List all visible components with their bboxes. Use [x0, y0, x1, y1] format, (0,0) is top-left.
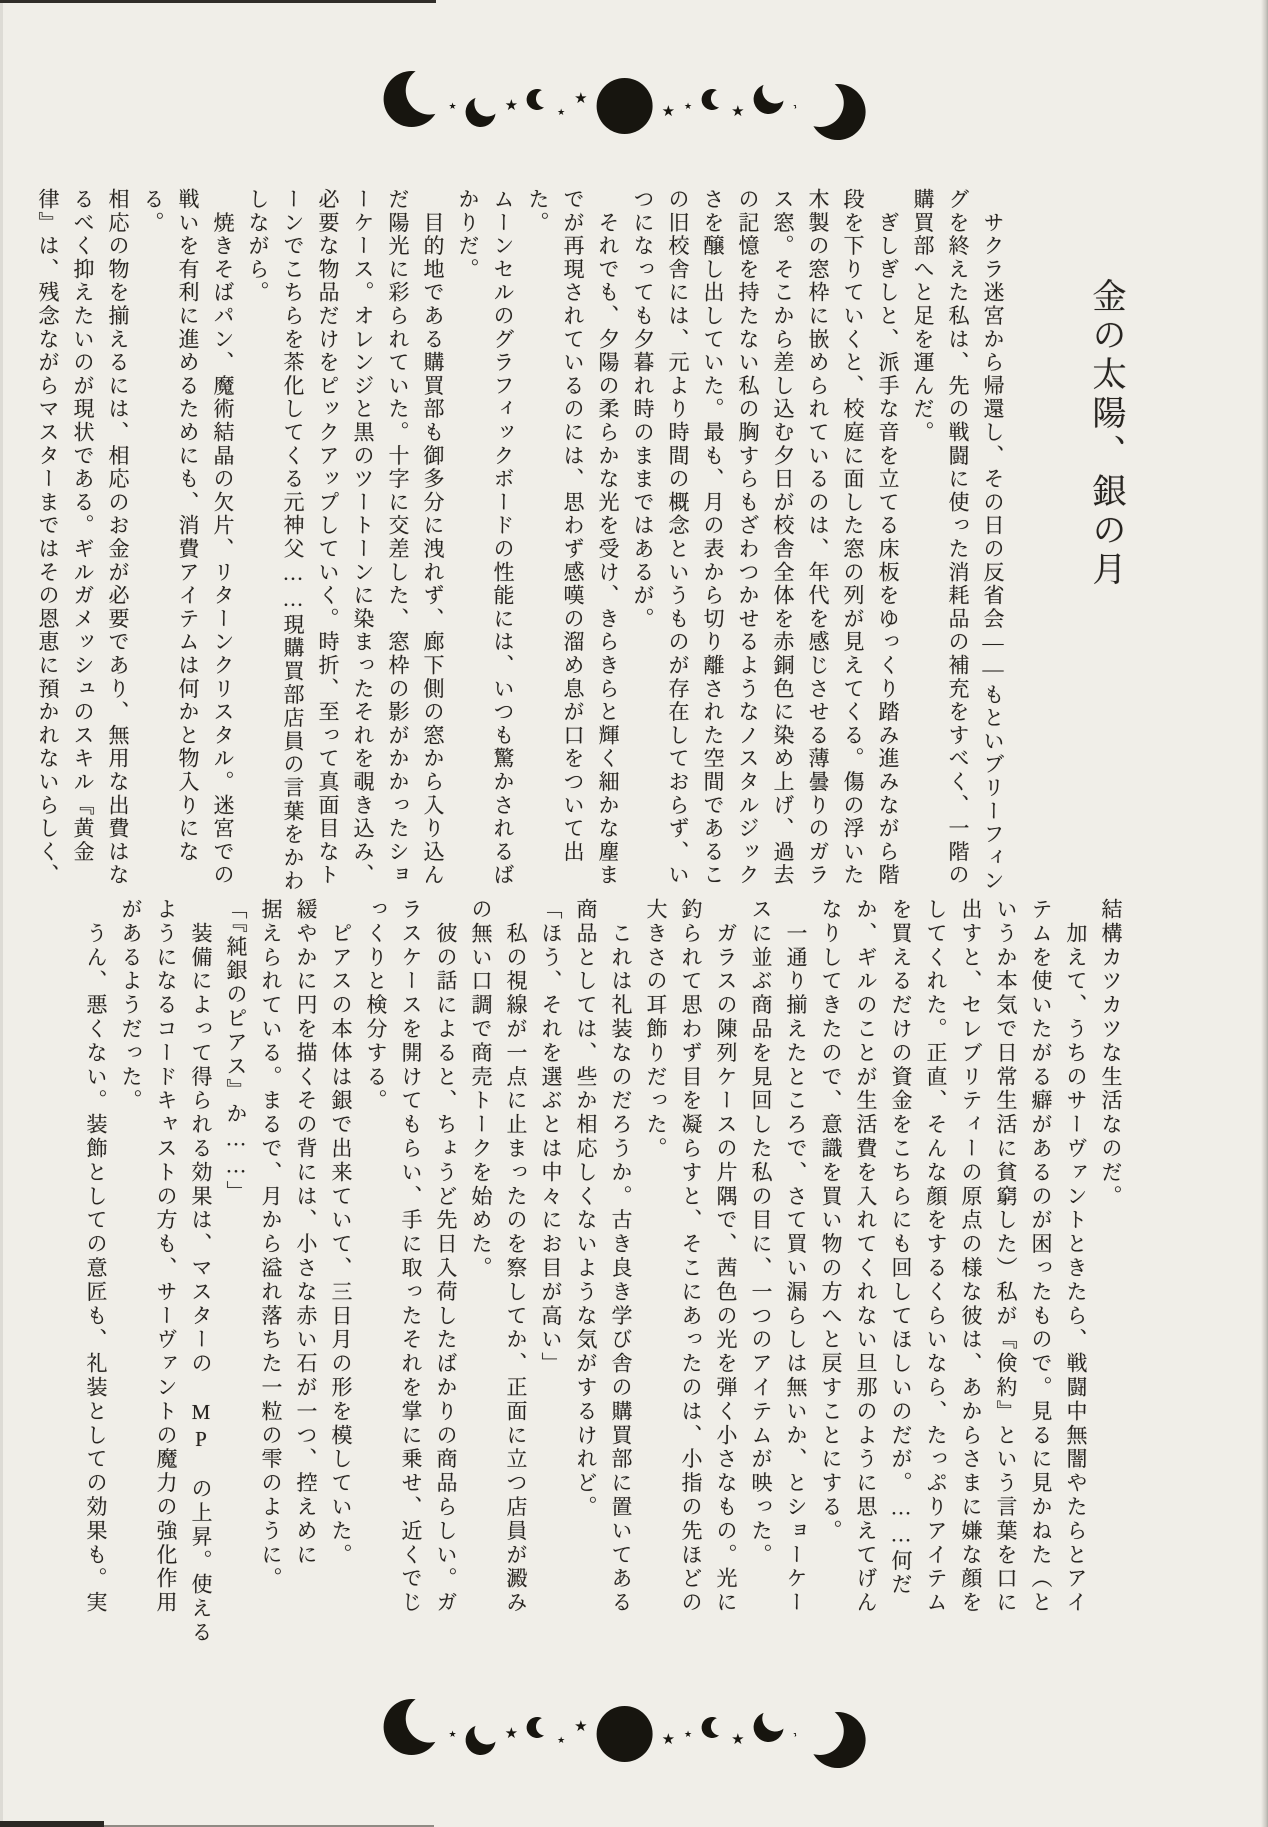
text-column: 大きさの耳飾りだった。	[644, 898, 668, 1161]
text-column: 彼の話によると、ちょうど先日入荷したばかりの商品らしい。ガ	[434, 898, 458, 1615]
moon-star-decoration-bottom	[390, 1686, 860, 1782]
text-column: 相応の物を揃えるには、相応のお金が必要であり、無用な出費はな	[106, 188, 130, 887]
crescent-moon-icon	[378, 66, 444, 132]
text-column: うん、悪くない。装飾としての意匠も、礼装としての効果も。実	[84, 898, 108, 1615]
text-column: の旧校舎には、元より時間の概念というものが存在しておらず、い	[666, 188, 690, 887]
text-column: でが再現されているのには、思わず感嘆の溜め息が口をついて出た。	[526, 188, 585, 864]
star-icon: ★	[684, 1728, 693, 1739]
text-column: 装備によって得られる効果は、マスターの MP の上昇。使える	[189, 898, 213, 1645]
text-column: グを終えた私は、先の戦闘に使った消耗品の補充をすべく、一階の	[946, 188, 970, 887]
text-column: 一通り揃えたところで、さて買い漏らしは無いか、とショーケー	[784, 898, 808, 1615]
crescent-moon-icon	[523, 1713, 551, 1741]
star-icon: ★	[557, 1734, 566, 1745]
crescent-moon-icon	[378, 1694, 444, 1760]
text-column: っくりと検分する。	[364, 898, 388, 1114]
star-icon: ★	[448, 100, 457, 111]
crescent-moon-icon	[462, 1721, 500, 1759]
text-column: 私の視線が一点に止まったのを察してか、正面に立つ店員が澱み	[504, 898, 528, 1615]
crescent-moon-icon	[523, 85, 551, 113]
star-icon: ★	[504, 1725, 519, 1742]
text-column: 出すと、セレブリティーの原点の様な彼は、あからさまに嫌な顔を	[959, 898, 983, 1615]
star-icon: ★	[792, 100, 801, 111]
moon-star-decoration-top	[390, 58, 860, 154]
text-column: かりだ。	[456, 188, 480, 282]
star-icon: ★	[684, 100, 693, 111]
text-column: ようになるコードキャストの方も、サーヴァントの魔力の強化作用	[154, 898, 178, 1615]
text-column: 緩やかに円を描くその背には、小さな赤い石が一つ、控えめに	[294, 898, 318, 1568]
crescent-moon-icon	[750, 80, 788, 118]
full-moon-icon	[597, 78, 653, 134]
text-column: 必要な物品だけをピックアップしていく。時折、至って真面目なト	[316, 188, 340, 887]
crescent-moon-icon	[697, 1713, 725, 1741]
star-icon: ★	[792, 1728, 801, 1739]
text-column: 目的地である購買部も御多分に洩れず、廊下側の窓から入り込ん	[421, 188, 445, 887]
text-column: しながら。	[246, 188, 270, 305]
text-column: 木製の窓枠に嵌められているのは、年代を感じさせる薄曇りのガラ	[806, 188, 830, 887]
star-icon: ★	[661, 103, 676, 120]
text-column: 据えられている。まるで、月から溢れ落ちた一粒の雫のように。	[259, 898, 283, 1592]
text-column: テムを使いたがる癖があるのが困ったもので。見るに見かねた（と	[1029, 898, 1053, 1615]
star-icon: ★	[731, 103, 745, 120]
upper-text-block	[30, 188, 1010, 894]
text-column: 戦いを有利に進めるためにも、消費アイテムは何かと物入りになる。	[141, 188, 200, 864]
text-column: か、ギルのことが生活費を入れてくれない旦那のように思えてげん	[854, 898, 878, 1615]
text-column: ガラスの陳列ケースの片隅で、茜色の光を弾く小さなもの。光に	[714, 898, 738, 1615]
crescent-moon-icon	[697, 85, 725, 113]
text-column: ぎしぎしと、派手な音を立てる床板をゆっくり踏み進みながら階	[876, 188, 900, 887]
scan-artifact-right-edge	[1261, 0, 1268, 1827]
text-column: さを醸し出していた。最も、月の表から切り離された空間であるこ	[701, 188, 725, 887]
text-column: サクラ迷宮から帰還し、その日の反省会――もといブリーフィン	[981, 188, 1005, 893]
text-column: るべく抑えたいのが現状である。ギルガメッシュのスキル『黄金	[71, 188, 95, 864]
text-column: 焼きそばパン、魔術結晶の欠片、リターンクリスタル。迷宮での	[211, 188, 235, 887]
crescent-moon-icon	[750, 1708, 788, 1746]
scan-artifact-top-edge	[0, 0, 436, 3]
star-icon: ★	[504, 97, 519, 114]
text-column: それでも、夕陽の柔らかな光を受け、きらきらと輝く細かな塵ま	[596, 188, 620, 887]
text-column: 「『純銀のピアス』か……」	[224, 898, 248, 1205]
text-column: スに並ぶ商品を見回した私の目に、一つのアイテムが映った。	[749, 898, 773, 1568]
star-icon: ★	[574, 1718, 588, 1735]
text-column: 段を下りていくと、校庭に面した窓の列が見えてくる。傷の浮いた	[841, 188, 865, 887]
scan-artifact-left-edge	[0, 0, 3, 1827]
text-column: 結構カツカツな生活なのだ。	[1099, 898, 1123, 1209]
scan-artifact-bottom-edge	[0, 1821, 104, 1827]
text-column: これは礼装なのだろうか。古き良き学び舎の購買部に置いてある	[609, 898, 633, 1615]
crescent-moon-icon	[805, 80, 870, 145]
text-column: があるようだった。	[119, 898, 143, 1114]
star-icon: ★	[557, 106, 566, 117]
text-column: の記憶を持たない私の胸すらもざわつかせるようなノスタルジック	[736, 188, 760, 887]
text-column: を買えるだけの資金をこちらにも回してほしいのだが。……何だ	[889, 898, 913, 1598]
text-column: してくれた。正直、そんな顔をするくらいなら、たっぷりアイテム	[924, 898, 948, 1615]
text-column: なりしてきたので、意識を買い物の方へと戻すことにする。	[819, 898, 843, 1544]
text-column: いうか本気で日常生活に貧窮した）私が『倹約』という言葉を口に	[994, 898, 1018, 1615]
crescent-moon-icon	[805, 1708, 870, 1773]
text-column: 「ほう、それを選ぶとは中々にお目が高い」	[539, 898, 563, 1376]
text-column: ーケース。オレンジと黒のツートーンに染まったそれを覗き込み、	[351, 188, 375, 887]
crescent-moon-icon	[462, 93, 500, 131]
text-column: つになっても夕暮れ時のままではあるが。	[631, 188, 655, 631]
text-column: 律』は、残念ながらマスターまではその恩恵に預かれないらしく、	[36, 188, 60, 887]
star-icon: ★	[448, 1728, 457, 1739]
text-column: ーンでこちらを茶化してくる元神父……現購買部店員の言葉をかわ	[281, 188, 305, 893]
text-column: ピアスの本体は銀で出来ていて、三日月の形を模していた。	[329, 898, 353, 1568]
text-column: 商品としては、些か相応しくないような気がするけれど。	[574, 898, 598, 1520]
text-column: ラスケースを開けてもらい、手に取ったそれを掌に乗せ、近くでじ	[399, 898, 423, 1615]
text-column: の無い口調で商売トークを始めた。	[469, 898, 493, 1281]
star-icon: ★	[731, 1731, 745, 1748]
text-column: 釣られて思わず目を凝らすと、そこにあったのは、小指の先ほどの	[679, 898, 703, 1615]
text-column: 購買部へと足を運んだ。	[911, 188, 935, 445]
page-title: 金の太陽、銀の月	[1087, 278, 1124, 590]
star-icon: ★	[574, 90, 588, 107]
lower-text-block	[78, 898, 1128, 1660]
full-moon-icon	[597, 1706, 653, 1762]
text-column: ムーンセルのグラフィックボードの性能には、いつも驚かされるば	[491, 188, 515, 887]
text-column: 加えて、うちのサーヴァントときたら、戦闘中無闇やたらとアイ	[1064, 898, 1088, 1615]
text-column: ス窓。そこから差し込む夕日が校舎全体を赤銅色に染め上げ、過去	[771, 188, 795, 887]
star-icon: ★	[661, 1731, 676, 1748]
text-column: だ陽光に彩られていた。十字に交差した、窓枠の影がかかったショ	[386, 188, 410, 887]
